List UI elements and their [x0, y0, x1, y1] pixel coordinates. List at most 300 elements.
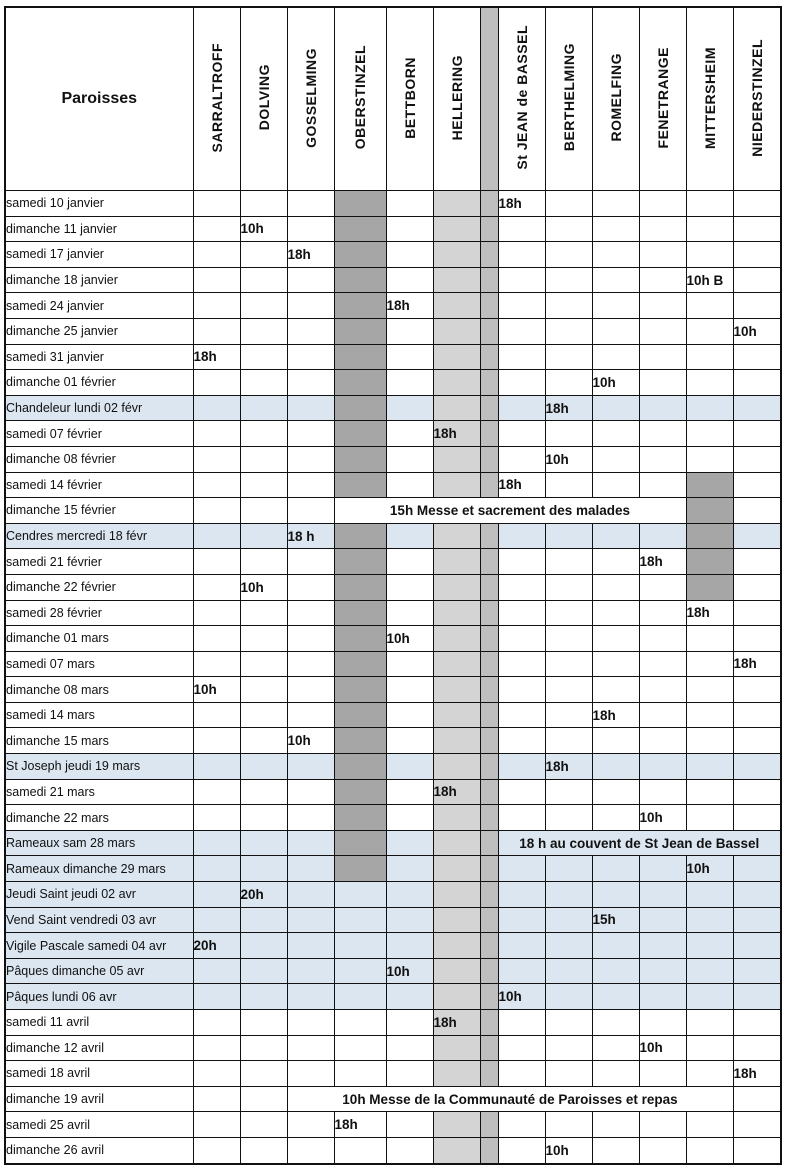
schedule-cell — [193, 651, 240, 677]
schedule-cell — [193, 574, 240, 600]
schedule-cell — [498, 882, 545, 908]
schedule-cell: 18h — [433, 779, 480, 805]
schedule-cell — [193, 446, 240, 472]
schedule-cell — [433, 395, 480, 421]
schedule-cell — [193, 191, 240, 217]
schedule-cell — [334, 318, 386, 344]
schedule-cell — [545, 779, 592, 805]
schedule-cell — [545, 1035, 592, 1061]
table-row — [5, 421, 781, 447]
schedule-cell — [287, 370, 334, 396]
schedule-cell — [240, 651, 287, 677]
schedule-cell — [193, 293, 240, 319]
separator-cell — [480, 754, 498, 780]
schedule-cell: 18h — [733, 1061, 781, 1087]
schedule-cell — [334, 958, 386, 984]
schedule-cell — [686, 984, 733, 1010]
schedule-cell — [686, 805, 733, 831]
schedule-cell — [686, 702, 733, 728]
schedule-cell — [386, 523, 433, 549]
schedule-cell — [287, 395, 334, 421]
schedule-cell — [386, 549, 433, 575]
table-row — [5, 754, 781, 780]
schedule-cell — [287, 1035, 334, 1061]
schedule-cell — [287, 600, 334, 626]
schedule-cell — [592, 651, 639, 677]
date-cell: samedi 10 janvier — [5, 191, 193, 217]
schedule-cell — [498, 651, 545, 677]
separator-cell — [480, 626, 498, 652]
schedule-cell — [193, 267, 240, 293]
separator-cell — [480, 984, 498, 1010]
schedule-cell — [498, 626, 545, 652]
parish-header: MITTERSHEIM — [686, 7, 733, 191]
schedule-cell — [733, 754, 781, 780]
table-row — [5, 856, 781, 882]
schedule-cell — [545, 958, 592, 984]
table-row — [5, 626, 781, 652]
separator-cell — [480, 677, 498, 703]
schedule-cell — [386, 728, 433, 754]
schedule-cell — [193, 318, 240, 344]
schedule-cell — [733, 446, 781, 472]
schedule-cell — [639, 395, 686, 421]
schedule-cell — [592, 933, 639, 959]
separator-cell — [480, 216, 498, 242]
schedule-cell — [545, 318, 592, 344]
schedule-cell — [545, 702, 592, 728]
date-cell: Pâques dimanche 05 avr — [5, 958, 193, 984]
separator-cell — [480, 728, 498, 754]
schedule-cell — [686, 395, 733, 421]
table-row — [5, 958, 781, 984]
schedule-cell — [240, 933, 287, 959]
schedule-cell — [592, 191, 639, 217]
table-row — [5, 882, 781, 908]
schedule-cell: 10h — [545, 446, 592, 472]
event-cell: 15h Messe et sacrement des malades — [334, 498, 686, 524]
date-cell: Pâques lundi 06 avr — [5, 984, 193, 1010]
schedule-cell — [287, 984, 334, 1010]
schedule-cell — [287, 318, 334, 344]
schedule-cell — [592, 318, 639, 344]
separator-cell — [480, 805, 498, 831]
schedule-cell — [733, 677, 781, 703]
schedule-cell — [334, 754, 386, 780]
schedule-cell — [386, 242, 433, 268]
schedule-cell — [498, 907, 545, 933]
schedule-cell — [334, 600, 386, 626]
schedule-cell — [686, 421, 733, 447]
schedule-cell — [386, 395, 433, 421]
schedule-cell — [433, 216, 480, 242]
schedule-cell — [592, 958, 639, 984]
schedule-cell — [386, 267, 433, 293]
schedule-cell — [592, 805, 639, 831]
date-cell: Vend Saint vendredi 03 avr — [5, 907, 193, 933]
schedule-cell — [498, 1010, 545, 1036]
schedule-cell — [287, 702, 334, 728]
schedule-cell — [733, 498, 781, 524]
schedule-cell — [240, 1137, 287, 1163]
date-cell: dimanche 25 janvier — [5, 318, 193, 344]
schedule-cell — [592, 472, 639, 498]
schedule-cell — [545, 805, 592, 831]
date-cell: dimanche 01 février — [5, 370, 193, 396]
parish-header: SARRALTROFF — [193, 7, 240, 191]
date-cell: samedi 21 février — [5, 549, 193, 575]
schedule-cell — [498, 242, 545, 268]
schedule-cell — [240, 446, 287, 472]
schedule-cell — [686, 574, 733, 600]
schedule-cell — [686, 677, 733, 703]
schedule-cell — [193, 1086, 240, 1112]
date-cell: dimanche 08 février — [5, 446, 193, 472]
schedule-cell — [498, 549, 545, 575]
separator-cell — [480, 1112, 498, 1138]
schedule-cell — [639, 626, 686, 652]
schedule-cell — [334, 907, 386, 933]
schedule-cell — [733, 728, 781, 754]
schedule-cell — [498, 1137, 545, 1163]
separator-cell — [480, 267, 498, 293]
schedule-cell — [287, 498, 334, 524]
schedule-cell — [193, 626, 240, 652]
schedule-cell — [334, 728, 386, 754]
schedule-cell: 18h — [592, 702, 639, 728]
schedule-cell: 18 h — [287, 523, 334, 549]
schedule-cell — [386, 574, 433, 600]
schedule-cell — [733, 702, 781, 728]
schedule-cell — [287, 754, 334, 780]
parish-header: HELLERING — [433, 7, 480, 191]
schedule-cell: 18h — [433, 1010, 480, 1036]
schedule-cell: 18h — [639, 549, 686, 575]
schedule-cell — [433, 191, 480, 217]
schedule-cell — [193, 1010, 240, 1036]
schedule-cell — [545, 549, 592, 575]
schedule-cell — [686, 523, 733, 549]
schedule-cell — [334, 1061, 386, 1087]
schedule-cell — [287, 779, 334, 805]
schedule-cell — [240, 242, 287, 268]
schedule-cell — [592, 677, 639, 703]
separator-cell — [480, 958, 498, 984]
table-row — [5, 216, 781, 242]
schedule-cell — [592, 600, 639, 626]
date-cell: samedi 31 janvier — [5, 344, 193, 370]
schedule-cell — [433, 958, 480, 984]
schedule-cell — [545, 523, 592, 549]
table-row — [5, 779, 781, 805]
schedule-cell — [498, 677, 545, 703]
schedule-cell — [592, 1061, 639, 1087]
schedule-cell: 18h — [498, 472, 545, 498]
schedule-cell — [592, 728, 639, 754]
schedule-cell — [287, 830, 334, 856]
schedule-cell — [287, 882, 334, 908]
schedule-cell — [386, 318, 433, 344]
schedule-cell: 10h — [639, 805, 686, 831]
schedule-cell — [193, 984, 240, 1010]
schedule-cell — [433, 907, 480, 933]
schedule-cell — [334, 984, 386, 1010]
parish-header: NIEDERSTINZEL — [733, 7, 781, 191]
schedule-cell — [433, 293, 480, 319]
schedule-cell — [733, 882, 781, 908]
schedule-cell — [498, 805, 545, 831]
schedule-cell — [498, 600, 545, 626]
schedule-cell — [639, 446, 686, 472]
separator-cell — [480, 702, 498, 728]
schedule-cell: 18h — [545, 395, 592, 421]
schedule-cell — [639, 856, 686, 882]
schedule-cell — [733, 805, 781, 831]
schedule-cell — [733, 1086, 781, 1112]
schedule-cell — [193, 242, 240, 268]
date-cell: Vigile Pascale samedi 04 avr — [5, 933, 193, 959]
schedule-cell: 10h — [240, 216, 287, 242]
schedule-cell — [334, 446, 386, 472]
schedule-cell — [639, 728, 686, 754]
date-cell: dimanche 12 avril — [5, 1035, 193, 1061]
table-row — [5, 830, 781, 856]
schedule-cell — [733, 779, 781, 805]
schedule-cell — [334, 267, 386, 293]
schedule-cell — [334, 1137, 386, 1163]
schedule-cell — [240, 702, 287, 728]
schedule-cell — [433, 933, 480, 959]
parish-header: BERTHELMING — [545, 7, 592, 191]
table-row — [5, 446, 781, 472]
schedule-cell — [592, 984, 639, 1010]
schedule-cell — [639, 600, 686, 626]
schedule-cell — [433, 626, 480, 652]
schedule-cell — [733, 549, 781, 575]
schedule-cell — [639, 293, 686, 319]
schedule-cell — [686, 933, 733, 959]
parish-header: GOSSELMING — [287, 7, 334, 191]
schedule-cell — [386, 805, 433, 831]
date-cell: dimanche 26 avril — [5, 1137, 193, 1163]
separator-cell — [480, 1035, 498, 1061]
schedule-cell — [639, 574, 686, 600]
separator-cell — [480, 370, 498, 396]
schedule-cell — [240, 626, 287, 652]
schedule-cell — [193, 1137, 240, 1163]
event-cell: 18 h au couvent de St Jean de Bassel — [498, 830, 781, 856]
date-cell: dimanche 18 janvier — [5, 267, 193, 293]
schedule-cell — [287, 958, 334, 984]
schedule-cell — [287, 344, 334, 370]
schedule-cell — [240, 293, 287, 319]
schedule-cell — [686, 472, 733, 498]
date-cell: Rameaux sam 28 mars — [5, 830, 193, 856]
separator-cell — [480, 549, 498, 575]
schedule-cell — [686, 728, 733, 754]
schedule-cell — [193, 395, 240, 421]
mass-schedule — [4, 6, 782, 1165]
schedule-cell — [433, 830, 480, 856]
parish-header: BETTBORN — [386, 7, 433, 191]
schedule-cell — [287, 856, 334, 882]
schedule-cell — [386, 754, 433, 780]
schedule-cell — [240, 523, 287, 549]
separator-cell — [480, 191, 498, 217]
schedule-cell — [386, 702, 433, 728]
schedule-cell — [334, 370, 386, 396]
schedule-cell — [240, 318, 287, 344]
date-cell: Cendres mercredi 18 févr — [5, 523, 193, 549]
schedule-cell — [686, 882, 733, 908]
schedule-cell — [240, 267, 287, 293]
table-row — [5, 702, 781, 728]
schedule-cell — [240, 421, 287, 447]
schedule-cell — [639, 523, 686, 549]
schedule-cell — [545, 242, 592, 268]
table-row — [5, 395, 781, 421]
schedule-cell — [287, 907, 334, 933]
schedule-cell — [193, 882, 240, 908]
schedule-cell — [334, 574, 386, 600]
separator-cell — [480, 446, 498, 472]
schedule-cell: 10h — [733, 318, 781, 344]
schedule-cell — [386, 1137, 433, 1163]
schedule-cell — [592, 242, 639, 268]
schedule-cell — [240, 549, 287, 575]
separator-cell — [480, 1061, 498, 1087]
schedule-cell — [287, 805, 334, 831]
schedule-cell — [386, 191, 433, 217]
schedule-cell — [193, 523, 240, 549]
schedule-cell — [592, 293, 639, 319]
schedule-cell — [639, 370, 686, 396]
schedule-cell — [498, 574, 545, 600]
schedule-cell: 10h B — [686, 267, 733, 293]
schedule-cell — [334, 856, 386, 882]
column-separator — [480, 7, 498, 191]
table-row — [5, 907, 781, 933]
table-row — [5, 370, 781, 396]
schedule-cell — [386, 1112, 433, 1138]
schedule-cell — [386, 651, 433, 677]
schedule-cell — [433, 370, 480, 396]
schedule-cell — [287, 549, 334, 575]
table-row — [5, 1035, 781, 1061]
schedule-cell — [498, 933, 545, 959]
schedule-cell — [545, 933, 592, 959]
schedule-cell — [733, 370, 781, 396]
schedule-cell — [545, 1112, 592, 1138]
schedule-cell: 18h — [287, 242, 334, 268]
schedule-cell: 10h — [386, 958, 433, 984]
schedule-cell — [386, 1061, 433, 1087]
table-row — [5, 1086, 781, 1112]
schedule-cell — [433, 728, 480, 754]
table-row — [5, 984, 781, 1010]
schedule-cell: 18h — [545, 754, 592, 780]
date-cell: Chandeleur lundi 02 févr — [5, 395, 193, 421]
schedule-cell — [545, 574, 592, 600]
schedule-cell — [433, 677, 480, 703]
date-cell: samedi 17 janvier — [5, 242, 193, 268]
schedule-cell — [686, 1010, 733, 1036]
schedule-cell — [592, 523, 639, 549]
schedule-cell — [639, 933, 686, 959]
schedule-cell — [334, 242, 386, 268]
schedule-cell — [334, 779, 386, 805]
schedule-cell — [733, 1137, 781, 1163]
date-cell: samedi 07 mars — [5, 651, 193, 677]
separator-cell — [480, 242, 498, 268]
corner-label: Paroisses — [5, 7, 193, 191]
parish-header: St JEAN de BASSEL — [498, 7, 545, 191]
schedule-cell — [287, 1061, 334, 1087]
schedule-cell — [334, 830, 386, 856]
schedule-cell — [193, 1112, 240, 1138]
event-cell: 10h Messe de la Communauté de Paroisses et repas — [287, 1086, 733, 1112]
schedule-cell — [733, 933, 781, 959]
schedule-cell — [433, 1112, 480, 1138]
schedule-cell — [639, 754, 686, 780]
schedule-cell — [686, 242, 733, 268]
separator-cell — [480, 395, 498, 421]
separator-cell — [480, 293, 498, 319]
table-row — [5, 1010, 781, 1036]
schedule-cell — [240, 907, 287, 933]
table-row — [5, 344, 781, 370]
schedule-cell — [240, 498, 287, 524]
date-cell: dimanche 19 avril — [5, 1086, 193, 1112]
schedule-cell — [498, 754, 545, 780]
schedule-cell — [639, 191, 686, 217]
schedule-cell — [240, 677, 287, 703]
schedule-cell — [334, 549, 386, 575]
separator-cell — [480, 779, 498, 805]
date-cell: dimanche 22 mars — [5, 805, 193, 831]
schedule-cell — [433, 267, 480, 293]
table-row — [5, 677, 781, 703]
table-row — [5, 318, 781, 344]
schedule-cell — [193, 779, 240, 805]
schedule-cell — [639, 242, 686, 268]
schedule-cell — [733, 191, 781, 217]
schedule-cell: 20h — [240, 882, 287, 908]
schedule-cell — [193, 498, 240, 524]
table-row — [5, 267, 781, 293]
schedule-cell: 18h — [498, 191, 545, 217]
schedule-cell: 10h — [639, 1035, 686, 1061]
schedule-cell — [639, 216, 686, 242]
schedule-cell — [433, 651, 480, 677]
schedule-cell — [498, 958, 545, 984]
schedule-cell — [545, 1061, 592, 1087]
schedule-cell — [639, 267, 686, 293]
separator-cell — [480, 933, 498, 959]
schedule-cell — [545, 216, 592, 242]
table-row — [5, 728, 781, 754]
schedule-cell — [592, 1035, 639, 1061]
schedule-cell — [498, 318, 545, 344]
date-cell: dimanche 15 mars — [5, 728, 193, 754]
schedule-cell — [592, 395, 639, 421]
schedule-cell — [386, 370, 433, 396]
schedule-cell — [287, 472, 334, 498]
schedule-cell — [639, 1010, 686, 1036]
schedule-cell — [592, 1137, 639, 1163]
date-cell: Jeudi Saint jeudi 02 avr — [5, 882, 193, 908]
schedule-cell: 10h — [545, 1137, 592, 1163]
